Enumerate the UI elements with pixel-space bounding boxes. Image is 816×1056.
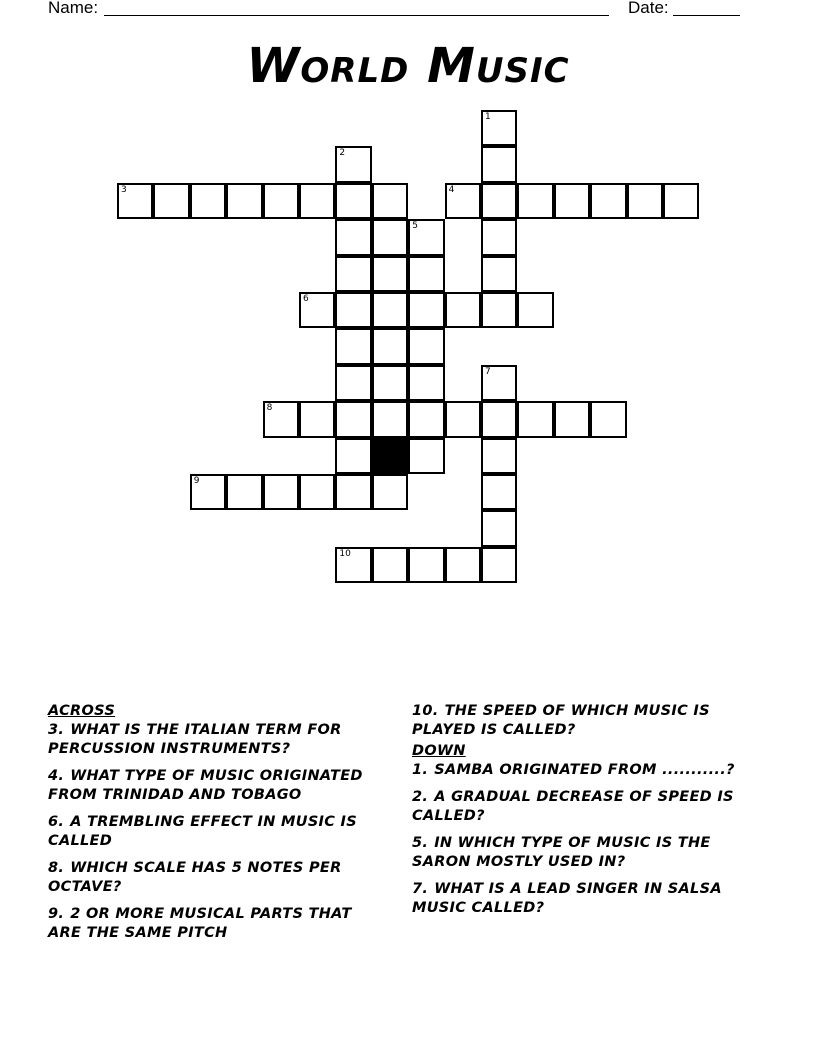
grid-cell[interactable] [408,256,444,292]
grid-cell[interactable] [299,292,335,328]
cell-number: 4 [448,184,455,195]
name-label: Name: [48,0,99,17]
grid-cell[interactable] [335,438,371,474]
grid-cell[interactable] [372,401,408,437]
cell-number: 5 [412,221,418,232]
grid-cell[interactable] [335,401,371,437]
grid-cell[interactable] [408,401,444,437]
grid-cell[interactable] [226,474,262,510]
grid-cell[interactable] [335,328,371,364]
grid-cell[interactable] [408,292,444,328]
grid-cell[interactable] [481,510,517,546]
grid-cell[interactable] [372,256,408,292]
grid-cell[interactable] [517,183,553,219]
grid-cell[interactable] [445,401,481,437]
grid-cell[interactable] [408,328,444,364]
cell-number: 8 [266,403,273,414]
clue-down-7 [412,880,752,918]
grid-cell[interactable] [372,292,408,328]
grid-cell[interactable] [335,365,371,401]
grid-cell[interactable] [335,256,371,292]
clue-text: 2 OR MORE MUSICAL PARTS THAT ARE THE SAME PITCH [48,906,352,941]
clue-number: 5. [412,835,429,851]
grid-cell[interactable] [554,183,590,219]
grid-cell[interactable] [335,292,371,328]
clue-number: 6. [48,814,65,830]
clues-right-column [412,702,752,926]
clue-text: THE SPEED OF WHICH MUSIC IS PLAYED IS CALLED? [412,703,710,738]
grid-cell[interactable] [590,401,626,437]
grid-cell[interactable] [335,219,371,255]
grid-cell[interactable] [372,219,408,255]
cell-number: 6 [303,294,309,304]
clue-across-3 [48,721,378,759]
clues-left-column [48,702,378,951]
grid-cell[interactable] [663,183,699,219]
grid-cell[interactable] [335,474,371,510]
grid-cell[interactable] [263,401,299,437]
clue-text: WHAT IS A LEAD SINGER IN SALSA MUSIC CALLED? [412,881,722,916]
grid-cell[interactable] [445,183,481,219]
grid-cell[interactable] [517,401,553,437]
clue-number: 2. [412,789,429,805]
across-heading: ACROSS [48,703,116,719]
grid-cell[interactable] [627,183,663,219]
grid-cell[interactable] [408,365,444,401]
grid-cell[interactable] [372,365,408,401]
clue-number: 7. [412,881,429,897]
grid-cell[interactable] [408,547,444,583]
grid-cell[interactable] [372,183,408,219]
grid-cell[interactable] [481,474,517,510]
clue-number: 8. [48,860,65,876]
down-heading: DOWN [412,743,466,759]
clue-down-2 [412,788,752,826]
grid-cell[interactable] [517,292,553,328]
page-title: World Music [246,38,570,94]
grid-cell[interactable] [408,219,444,255]
grid-cell[interactable] [372,547,408,583]
grid-cell[interactable] [335,183,371,219]
grid-block [372,438,408,474]
grid-cell[interactable] [481,547,517,583]
grid-cell[interactable] [481,146,517,182]
grid-cell[interactable] [372,328,408,364]
grid-cell[interactable] [153,183,189,219]
grid-cell[interactable] [445,292,481,328]
grid-cell[interactable] [481,219,517,255]
grid-cell[interactable] [445,547,481,583]
cell-number: 7 [485,366,491,377]
clue-text: A GRADUAL DECREASE OF SPEED IS CALLED? [412,789,734,824]
grid-cell[interactable] [226,183,262,219]
grid-cell[interactable] [190,474,226,510]
clue-across-8 [48,859,378,897]
clue-down-5 [412,834,752,872]
grid-cell[interactable] [554,401,590,437]
clue-text: A TREMBLING EFFECT IN MUSIC IS CALLED [48,814,357,849]
grid-cell[interactable] [335,146,371,182]
clue-across-10 [412,702,752,740]
clue-text: WHAT TYPE OF MUSIC ORIGINATED FROM TRINIDAD AND TOBAGO [48,768,363,803]
clue-number: 1. [412,762,429,778]
cell-number: 9 [193,476,200,486]
clue-number: 10. [412,703,439,719]
grid-cell[interactable] [481,401,517,437]
clue-across-9 [48,905,378,943]
clue-down-1 [412,761,752,780]
clue-across-4 [48,767,378,805]
grid-cell[interactable] [481,256,517,292]
grid-cell[interactable] [263,183,299,219]
clue-text: WHICH SCALE HAS 5 NOTES PER OCTAVE? [48,860,342,895]
grid-cell[interactable] [590,183,626,219]
clue-across-6 [48,813,378,851]
grid-cell[interactable] [299,474,335,510]
cell-number: 2 [339,148,346,159]
cell-number: 10 [339,548,351,559]
grid-cell[interactable] [481,365,517,401]
grid-cell[interactable] [408,438,444,474]
clue-text: IN WHICH TYPE OF MUSIC IS THE SARON MOSTLY USED IN? [412,835,711,870]
cell-number: 1 [485,112,491,122]
grid-cell[interactable] [481,110,517,146]
grid-cell[interactable] [299,401,335,437]
grid-cell[interactable] [190,183,226,219]
clue-number: 3. [48,722,65,738]
clue-number: 4. [48,768,65,784]
clue-text: WHAT IS THE ITALIAN TERM FOR PERCUSSION INSTRUMENTS? [48,722,342,757]
grid-cell[interactable] [335,547,371,583]
grid-cell[interactable] [117,183,153,219]
grid-cell[interactable] [372,474,408,510]
grid-cell[interactable] [481,292,517,328]
grid-cell[interactable] [299,183,335,219]
grid-cell[interactable] [481,438,517,474]
clue-text: SAMBA ORIGINATED FROM ...........? [434,762,735,778]
cell-number: 3 [121,184,127,195]
date-label: Date: [628,0,669,17]
clue-number: 9. [48,906,65,922]
grid-cell[interactable] [263,474,299,510]
grid-cell[interactable] [481,183,517,219]
